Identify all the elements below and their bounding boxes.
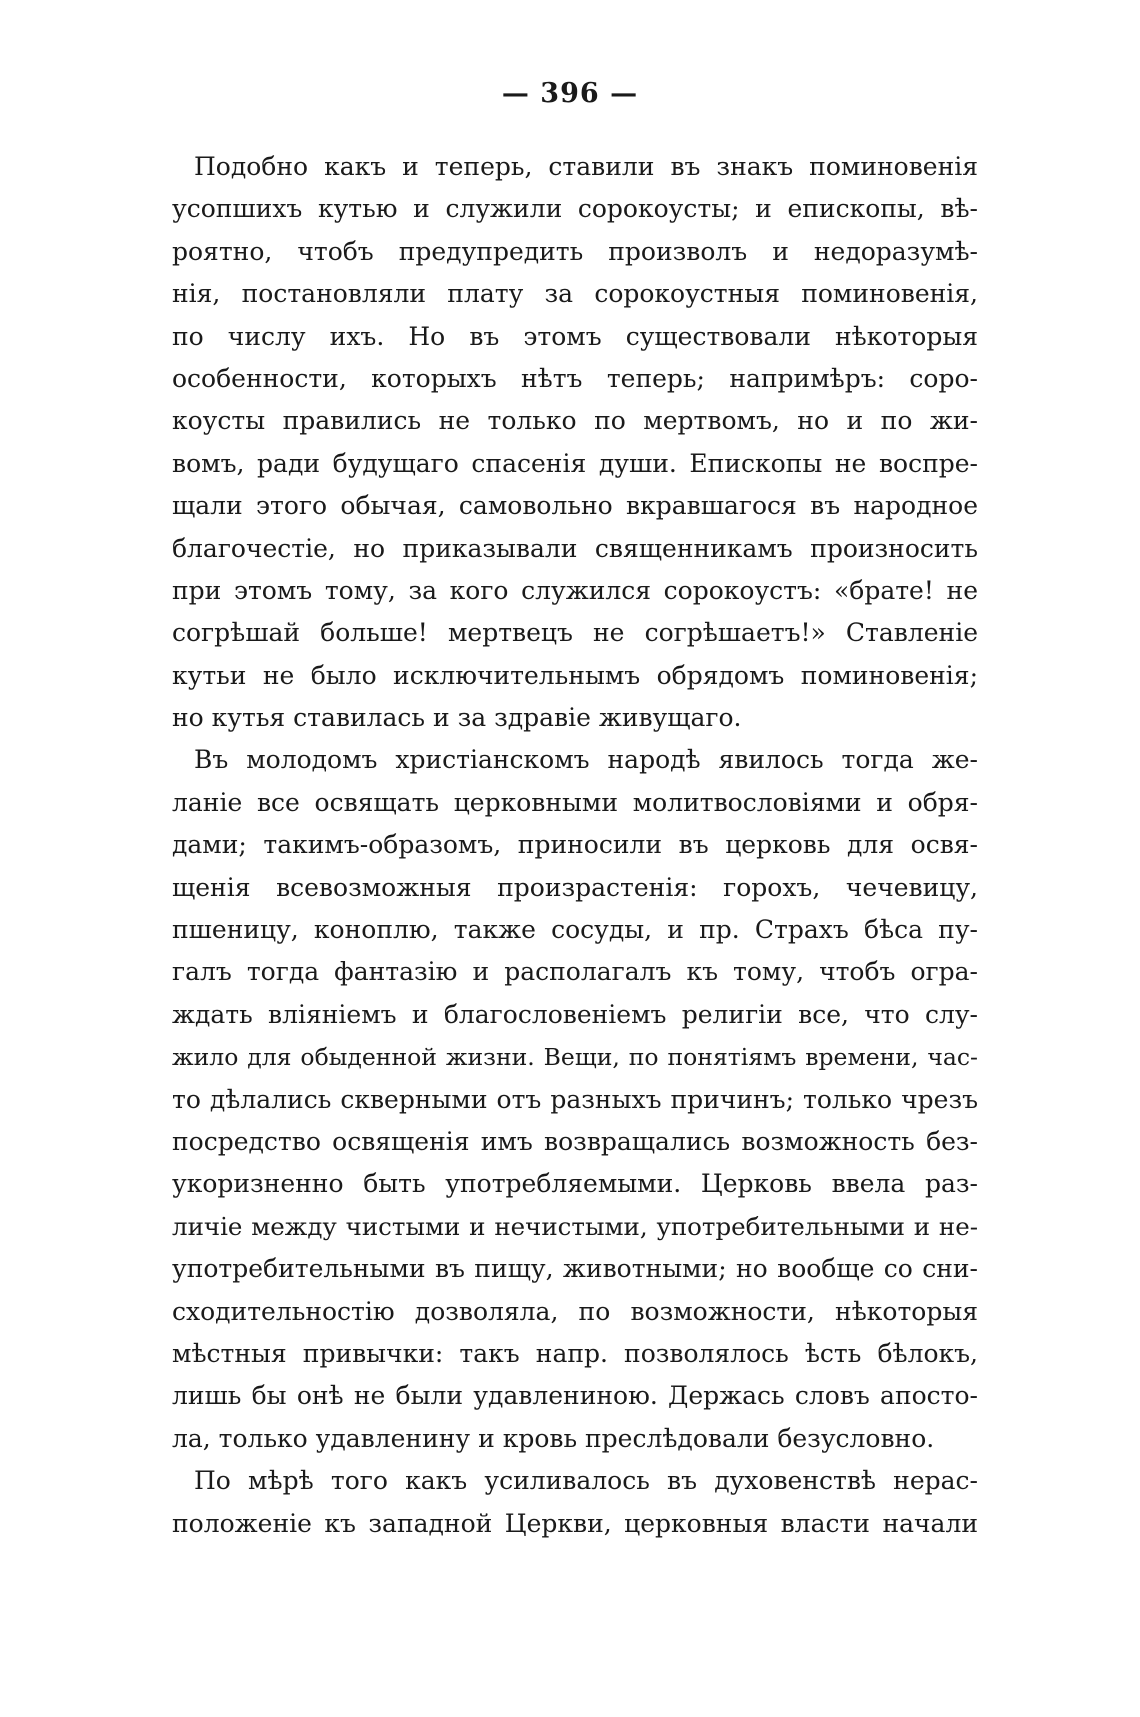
page-number: — 396 — <box>501 78 639 109</box>
text-line: нія, постановляли плату за сорокоустныя поминовенія, <box>172 279 978 309</box>
text-line: роятно, чтобъ предупредить произволъ и недоразумѣ- <box>172 236 978 266</box>
text-line: употребительными въ пищу, животными; но вообще со сни- <box>172 1254 978 1284</box>
text-line: Подобно какъ и теперь, ставили въ знакъ поминовенія <box>194 152 978 181</box>
text-line: по числу ихъ. Но въ этомъ существовали нѣкоторыя <box>172 321 978 351</box>
text-line: ла, только удавленину и кровь преслѣдовали безусловно. <box>172 1423 935 1453</box>
text-line: ланіе все освящать церковными молитвословіями и обря- <box>172 787 978 817</box>
text-line: галъ тогда фантазію и располагалъ къ тому, чтобъ огра- <box>172 957 978 987</box>
text-line: согрѣшай больше! мертвецъ не согрѣшаетъ!» Ставленіе <box>172 618 978 648</box>
text-line: сходительностію дозволяла, по возможности, нѣкоторыя <box>172 1296 978 1326</box>
text-line: благочестіе, но приказывали священникамъ произносить <box>172 533 978 563</box>
text-line: но кутья ставилась и за здравіе живущаго. <box>172 703 742 733</box>
text-line: пшеницу, коноплю, также сосуды, и пр. Страхъ бѣса пу- <box>172 915 978 945</box>
text-line: то дѣлались скверными отъ разныхъ причинъ; только чрезъ <box>172 1084 978 1114</box>
text-line: мѣстныя привычки: такъ напр. позволялось ѣсть бѣлокъ, <box>172 1338 978 1368</box>
text-line: вомъ, ради будущаго спасенія души. Епископы не воспре- <box>172 448 978 478</box>
text-line: усопшихъ кутью и служили сорокоусты; и епископы, вѣ- <box>172 194 978 224</box>
text-line: кутьи не было исключительнымъ обрядомъ поминовенія; <box>172 660 978 690</box>
text-line: Въ молодомъ христіанскомъ народѣ явилось тогда же- <box>194 745 978 775</box>
text-line: дами; такимъ-образомъ, приносили въ церковь для освя- <box>172 830 978 860</box>
text-line: жило для обыденной жизни. Вещи, по понятіямъ времени, час- <box>172 1043 978 1072</box>
text-line: По мѣрѣ того какъ усиливалось въ духовенствѣ нерас- <box>194 1466 978 1496</box>
text-line: особенности, которыхъ нѣтъ теперь; напримѣръ: соро- <box>172 363 978 393</box>
text-line: щенія всевозможныя произрастенія: горохъ, чечевицу, <box>172 872 978 902</box>
page-text-body <box>172 146 978 1545</box>
text-line: укоризненно быть употребляемыми. Церковь ввела раз- <box>172 1169 978 1199</box>
text-line: ждать вліяніемъ и благословеніемъ религіи все, что слу- <box>172 999 978 1029</box>
text-line: при этомъ тому, за кого служился сорокоустъ: «брате! не <box>172 575 978 605</box>
text-line: лишь бы онѣ не были удавлениною. Держась словъ апосто- <box>172 1381 978 1411</box>
text-line: личіе между чистыми и нечистыми, употребительными и не- <box>172 1211 978 1241</box>
text-line: положеніе къ западной Церкви, церковныя власти начали <box>172 1508 978 1538</box>
text-line: коусты правились не только по мертвомъ, но и по жи- <box>172 406 978 436</box>
text-line: щали этого обычая, самовольно вкравшагося въ народное <box>172 491 978 521</box>
text-line: посредство освященія имъ возвращались возможность без- <box>172 1126 978 1156</box>
